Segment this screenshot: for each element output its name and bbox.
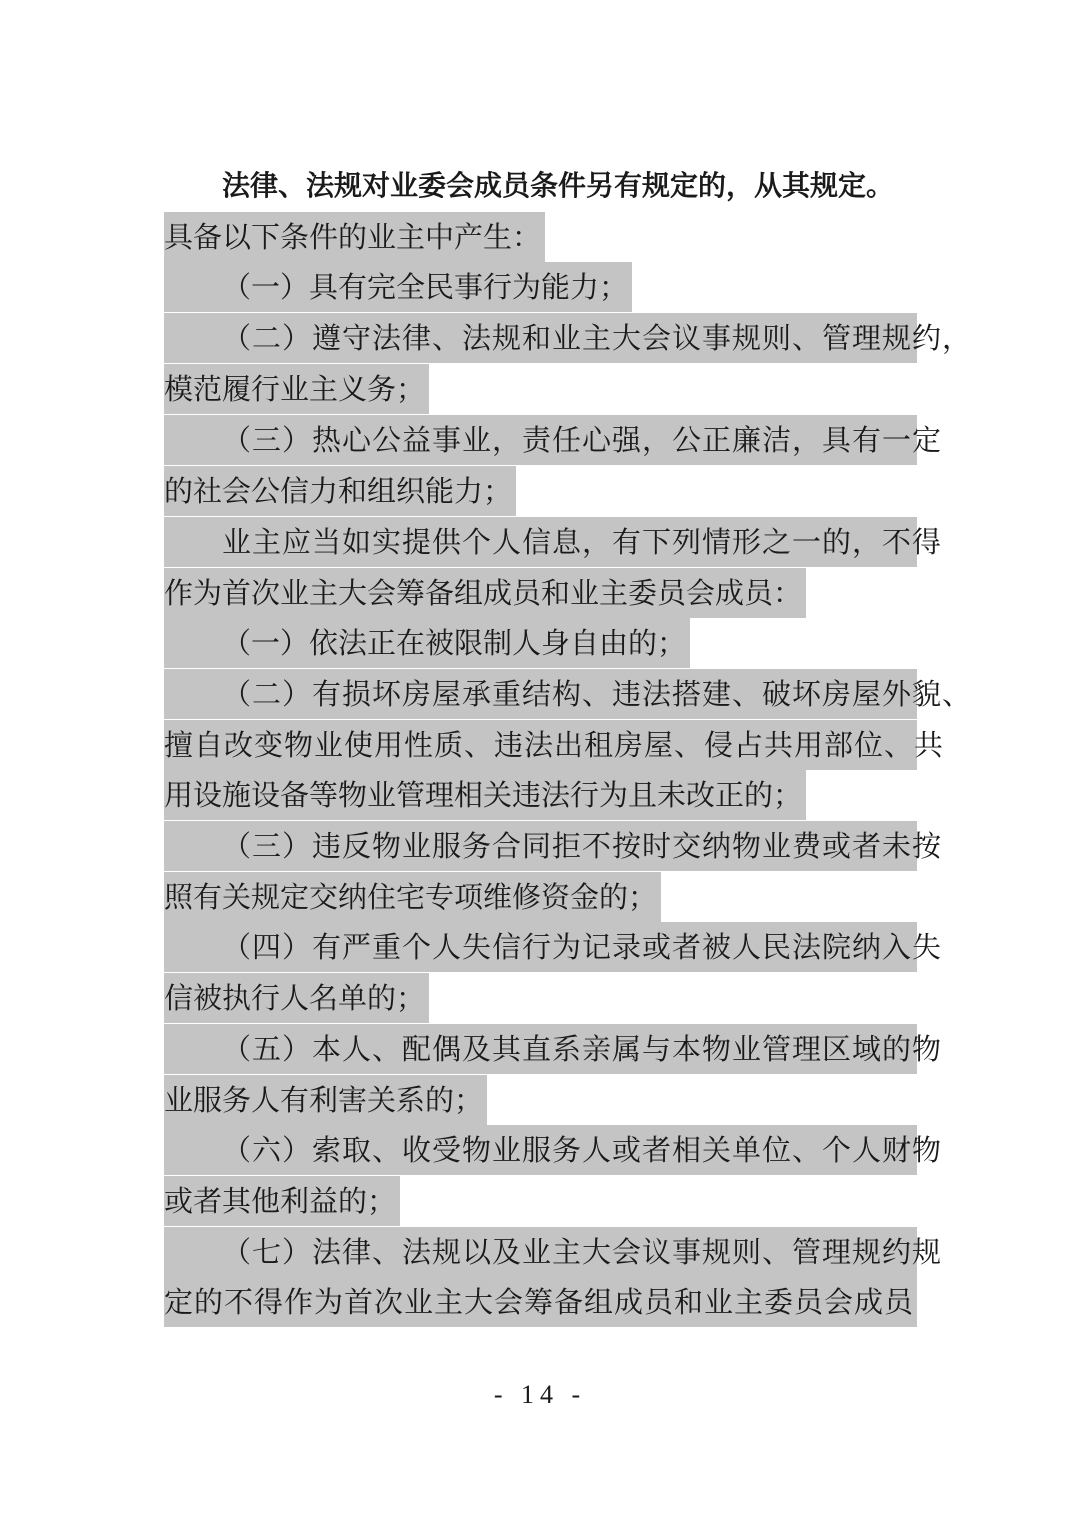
text-line-16: （四）有严重个人失信行为记录或者被人民法院纳入失	[164, 922, 917, 972]
text-line-20: （六）索取、收受物业服务人或者相关单位、个人财物	[164, 1125, 917, 1175]
text-line-9: 作为首次业主大会筹备组成员和业主委员会成员：	[164, 568, 806, 618]
text-line-23: 定的不得作为首次业主大会筹备组成员和业主委员会成员	[164, 1277, 917, 1327]
text-line-2: 具备以下条件的业主中产生：	[164, 212, 545, 262]
text-line-14: （三）违反物业服务合同拒不按时交纳物业费或者未按	[164, 821, 917, 871]
text-line-12: 擅自改变物业使用性质、违法出租房屋、侵占共用部位、共	[164, 720, 917, 770]
text-line-8: 业主应当如实提供个人信息，有下列情形之一的，不得	[164, 517, 917, 567]
text-line-5: 模范履行业主义务；	[164, 364, 429, 414]
text-line-19: 业服务人有利害关系的；	[164, 1075, 487, 1125]
text-line-11: （二）有损坏房屋承重结构、违法搭建、破坏房屋外貌、	[164, 669, 917, 719]
text-line-4: （二）遵守法律、法规和业主大会议事规则、管理规约，	[164, 313, 917, 363]
text-line-15: 照有关规定交纳住宅专项维修资金的；	[164, 872, 661, 922]
text-line-3: （一）具有完全民事行为能力；	[164, 262, 632, 312]
text-line-13: 用设施设备等物业管理相关违法行为且未改正的；	[164, 770, 806, 820]
text-line-21: 或者其他利益的；	[164, 1176, 400, 1226]
text-line-6: （三）热心公益事业，责任心强，公正廉洁，具有一定	[164, 415, 917, 465]
text-line-1: 法律、法规对业委会成员条件另有规定的，从其规定。	[222, 169, 895, 202]
text-line-7: 的社会公信力和组织能力；	[164, 466, 516, 516]
text-line-10: （一）依法正在被限制人身自由的；	[164, 618, 690, 668]
text-line-18: （五）本人、配偶及其直系亲属与本物业管理区域的物	[164, 1024, 917, 1074]
text-line-17: 信被执行人名单的；	[164, 973, 429, 1023]
page-number: - 14 -	[493, 1380, 587, 1409]
text-line-22: （七）法律、法规以及业主大会议事规则、管理规约规	[164, 1227, 917, 1277]
